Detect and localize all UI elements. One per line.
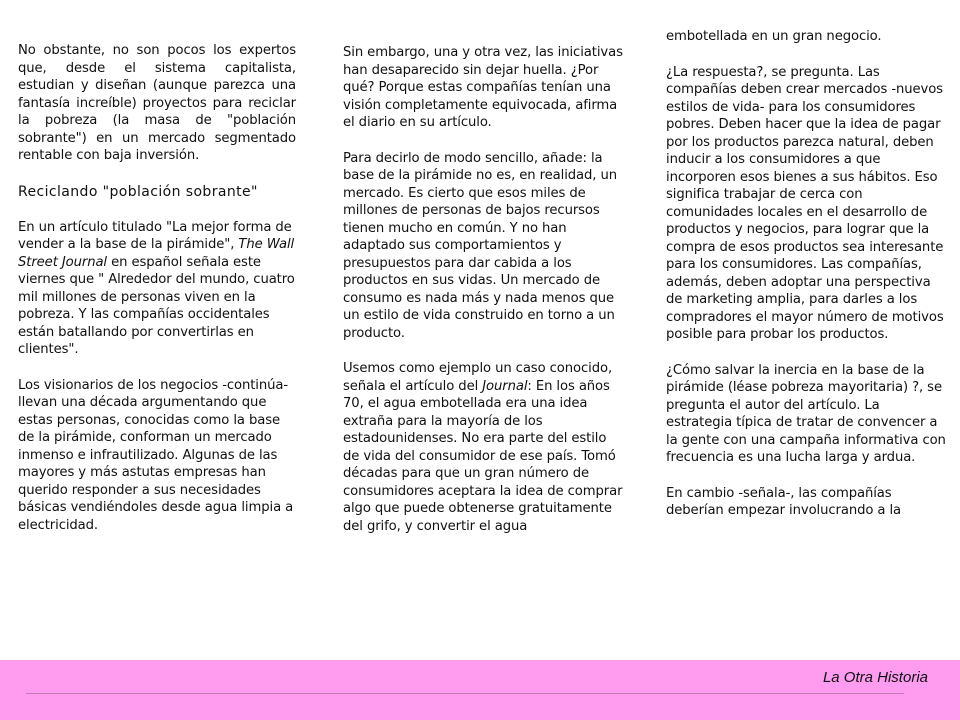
paragraph-6	[343, 360, 626, 535]
journal-name: Journal	[482, 378, 528, 394]
paragraph-3: Los visionarios de los negocios -continúa- llevan una década argumentando que estas personas, conocidas como la base de la pirámide, conforman un mercado inmenso e infrautilizado. Algunas de las mayores y más astutas empresas han querido responder a sus necesidades básicas vendiéndoles desde agua limpia a electricidad.	[18, 377, 294, 533]
paragraph-7: embotellada en un gran negocio.	[666, 29, 882, 44]
paragraph-6-text-b: : En los años 70, el agua embotellada era una idea extraña para la mayoría de los estadounidenses. No era parte del estilo de vida del consumidor de ese país. Tomó décadas para que un gran número de consumidores aceptara la idea de comprar algo que puede obtenerse gratuitamente del grifo, y convertir el agua	[343, 378, 623, 534]
footer-band	[0, 660, 960, 720]
footer-title: La Otra Historia	[822, 669, 928, 686]
paragraph-4: Sin embargo, una y otra vez, las iniciativas han desaparecido sin dejar huella. ¿Por qué? Porque estas compañías tenían una visión completamente equivocada, afirma el diario en su artículo.	[343, 45, 623, 130]
section-heading: Reciclando "población sobrante"	[18, 183, 258, 200]
paragraph-1: No obstante, no son pocos los expertos que, desde el sistema capitalista, estudian y diseñan (aunque parezca una fantasía increíble) proyectos para reciclar la pobreza (la masa de "población sobrante") en un mercado segmentado rentable con baja inversión.	[18, 43, 296, 163]
text-column-3	[666, 28, 946, 538]
paragraph-10: En cambio -señala-, las compañías deberían empezar involucrando a la	[666, 485, 902, 518]
paragraph-2-text-b: en español señala este viernes que " Alrededor del mundo, cuatro mil millones de personas viven en la pobreza. Y las compañías occidentales están batallando por convertirlas en clientes".	[18, 254, 295, 357]
text-column-1	[18, 42, 296, 552]
paragraph-8: ¿La respuesta?, se pregunta. Las compañías deben crear mercados -nuevos estilos de vida- para los consumidores pobres. Deben hacer que la idea de pagar por los productos parezca natural, deben inducir a los consumidores a que incorporen esos bienes a sus hábitos. Eso significa trabajar de cerca con comunidades locales en el desarrollo de productos y negocios, para lograr que la compra de esos productos sea interesante para los consumidores. Las compañías, además, deben adoptar una perspectiva de marketing amplia, para darles a los compradores el mayor número de motivos posible para probar los productos.	[666, 64, 944, 342]
paragraph-2-text-a: En un artículo titulado "La mejor forma de vender a la base de la pirámide",	[18, 219, 292, 252]
footer-divider	[26, 693, 904, 694]
paragraph-2	[18, 219, 296, 359]
paragraph-9: ¿Cómo salvar la inercia en la base de la pirámide (léase pobreza mayoritaria) ?, se pregunta el autor del artículo. La estrategia típica de tratar de convencer a la gente con una campaña informativa con frecuencia es una lucha larga y ardua.	[666, 362, 946, 465]
publication-name: The Wall Street Journal	[18, 237, 295, 270]
paragraph-5: Para decirlo de modo sencillo, añade: la base de la pirámide no es, en realidad, un mercado. Es cierto que esos miles de millones de personas de bajos recursos tienen mucho en común. Y no han adaptado sus comportamientos y presupuestos para dar cabida a los productos en sus vidas. Un mercado de consumo es nada más y nada menos que un estilo de vida construido en torno a un producto.	[343, 150, 617, 341]
paragraph-6-text-a: Usemos como ejemplo un caso conocido, señala el artículo del	[343, 361, 613, 394]
text-column-2	[343, 44, 626, 553]
